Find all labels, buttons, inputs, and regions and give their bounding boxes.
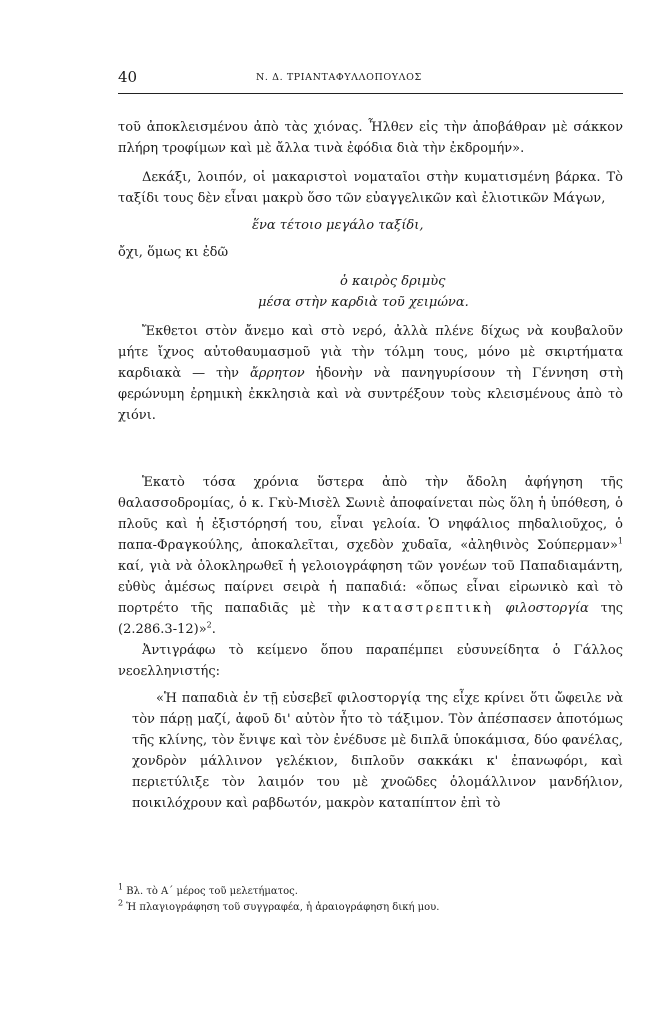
italic-word: ἄρρητον [249, 366, 305, 381]
text-run [494, 601, 506, 616]
footnote-text: Ἡ πλαγιογράφηση τοῦ συγγραφέα, ἡ ἀραιογράφηση δική μου. [126, 902, 440, 913]
paragraph: Ἀντιγράφω τὸ κείμενο ὅπου παραπέμπει εὐσυνείδητα ὁ Γάλλος νεοελληνιστής: [118, 643, 623, 679]
footnote-ref[interactable]: 1 [617, 536, 623, 546]
footnote-mark: 2 [118, 898, 124, 908]
text-run: καί, γιὰ νὰ ὁλοκληρωθεῖ ἡ γελοιογράφηση τῶν γονέων τοῦ Παπαδιαμάντη, εὐθὺς ἀμέσως παίρνει σειρὰ ἡ παπαδιά: «ὅπως εἶναι εἰρωνικὸ καὶ τὸ πορτρέτο τῆς παπαδιᾶς μὲ τὴν [118, 559, 623, 616]
footnote-ref[interactable]: 2 [206, 620, 212, 630]
footnote-mark: 1 [118, 882, 124, 892]
paragraph: Δεκάξι, λοιπόν, οἱ μακαριστοὶ νοματαῖοι στὴν κυματισμένη βάρκα. Τὸ ταξίδι τους δὲν εἶναι μακρὺ ὅσο τῶν εὐαγγελικῶν καὶ ἐλιοτικῶν Μάγων, [118, 170, 623, 206]
verse-line: ἕνα τέτοιο μεγάλο ταξίδι, [252, 218, 424, 233]
italic-word: φιλοστοργία [505, 601, 589, 616]
paragraph: τοῦ ἀποκλεισμένου ἀπὸ τὰς χιόνας. Ἦλθεν εἰς τὴν ἀποβάθραν μὲ σάκκον πλήρη τροφίμων καὶ μὲ ἄλλα τινὰ ἐφόδια διὰ τὴν ἐκδρομήν». [118, 120, 623, 156]
paragraph: ὄχι, ὅμως κι ἐδῶ [118, 245, 229, 260]
footnote [118, 900, 623, 916]
text-run: Ἑκατὸ τόσα χρόνια ὕστερα ἀπὸ τὴν ἄδολη ἀφήγηση τῆς θαλασσοδρομίας, ὁ κ. Γκὺ-Μισὲλ Σωνιὲ ἀποφαίνεται πὼς ὅλη ἡ ὑπόθεση, ὁ πλοῦς καὶ ἡ ἐξιστόρησή του, εἶναι γελοία. Ὁ νηφάλιος πηδαλιοῦχος, ὁ παπα-Φραγκούλης, ἀποκαλεῖται, σχεδὸν χυδαῖα, «ἀληθινὸς Σούπερμαν» [118, 475, 623, 553]
header-rule [118, 93, 623, 94]
footnote [118, 884, 623, 900]
text-run: ἡδονὴν νὰ πανηγυρίσουν τὴ Γέννηση στὴ φερώνυμη ἐρημικὴ ἐκκλησιὰ καὶ νὰ συντρέξουν τοὺς κλεισμένους ἀπὸ τὸ χιόνι. [118, 366, 623, 423]
body-text [118, 117, 623, 814]
paragraph [118, 472, 623, 640]
running-title: Ν. Δ. ΤΡΙΑΝΤΑΦΥΛΛΟΠΟΥΛΟΣ [256, 72, 422, 83]
verse-line: ὁ καιρὸς δριμὺς [340, 274, 446, 289]
verse-line: μέσα στὴν καρδιὰ τοῦ χειμώνα. [258, 295, 469, 310]
block-quote: «Ἡ παπαδιὰ ἐν τῇ εὐσεβεῖ φιλοστοργίᾳ της εἶχε κρίνει ὅτι ὤφειλε νὰ τὸν πάρῃ μαζί, ἀφοῦ δι' αὐτὸν ἦτο τὸ τάξιμον. Τὸν ἀπέσπασεν ἀποτόμως τῆς κλίνης, τὸν ἔνιψε καὶ τὸν ἐνέδυσε μὲ διπλᾶ ὑποκάμισα, δύο φανέλας, χονδρὸν μάλλινον γελέκιον, διπλοῦν σακκάκι κ' ἐπανωφόρι, καὶ περιετύλιξε τὸν λαιμόν του μὲ χνοῶδες ὁλομάλλινον μανδήλιον, ποικιλόχρουν καὶ ραβδωτόν, μακρὸν καταπίπτον ἐπὶ τὸ [132, 691, 623, 811]
footnotes [118, 884, 623, 916]
footnote-text: Βλ. τὸ Α΄ μέρος τοῦ μελετήματος. [126, 886, 298, 897]
page-number: 40 [118, 68, 138, 86]
text-run: Ἔκθετοι στὸν ἄνεμο καὶ στὸ νερό, ἀλλὰ πλένε δίχως νὰ κουβαλοῦν μήτε ἴχνος αὐτοθαυμασμοῦ γιὰ τὴν τόλμη τους, μόνο μὲ σκιρτήματα καρδιακὰ — τὴν [118, 324, 623, 381]
text-run: της (2.286.3-12)» [118, 601, 623, 637]
spaced-word: καταστρεπτικὴ [362, 601, 494, 616]
text-run: . [211, 622, 216, 637]
page-header [118, 68, 623, 92]
paragraph [118, 321, 623, 426]
